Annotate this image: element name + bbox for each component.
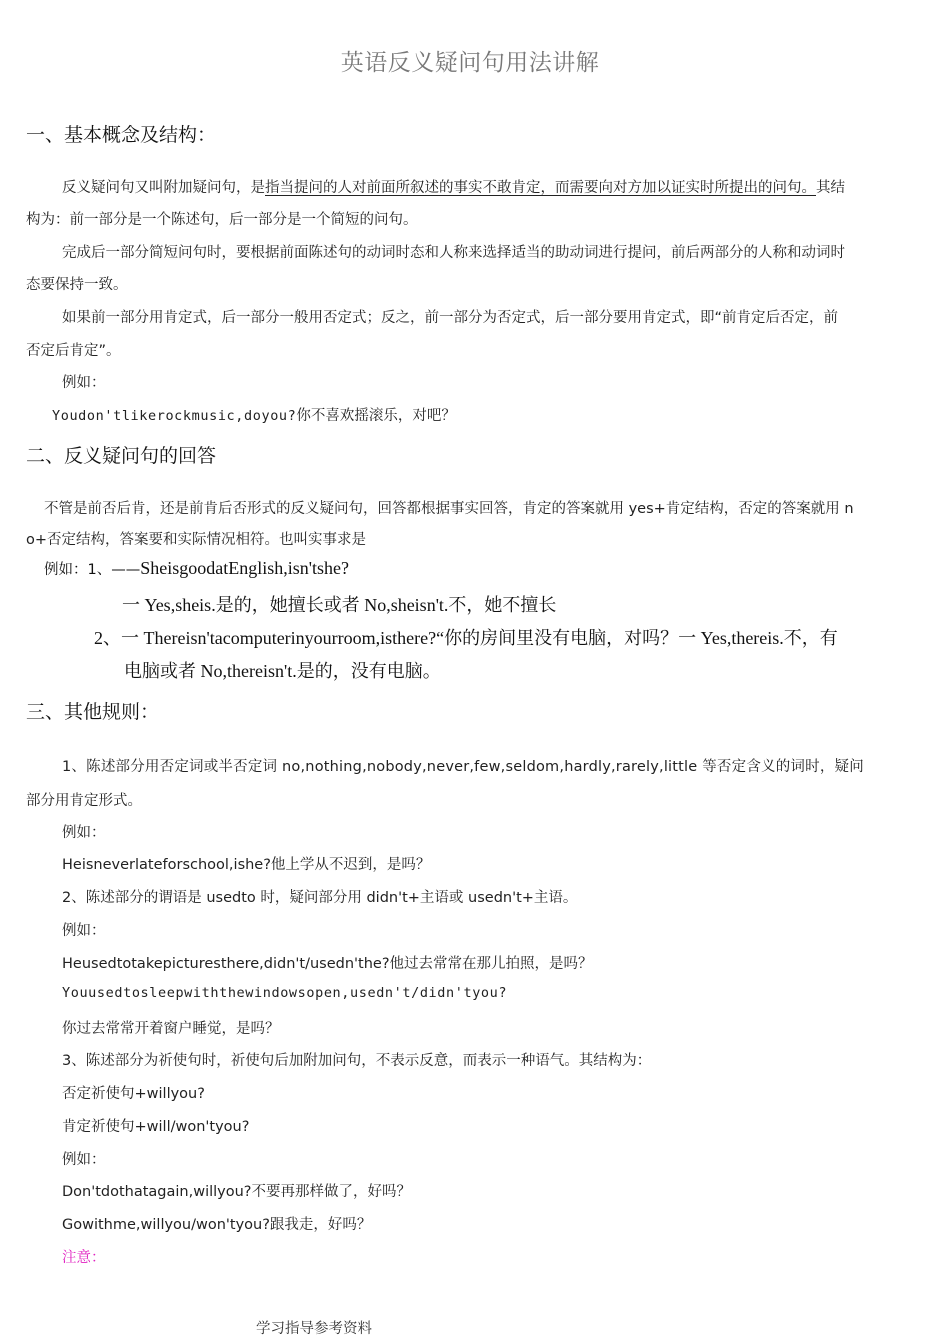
s3-rule-3-negative-structure: 否定祈使句+willyou? (62, 1086, 205, 1102)
s3-rule-2-example-label: 例如： (62, 923, 106, 939)
s3-rule-2-example-2-english: Youusedtosleepwiththewindowsopen,usedn't/didn'tyou? (62, 985, 508, 1001)
s3-rule-1-example: Heisneverlateforschool,ishe?他上学从不迟到，是吗？ (62, 857, 431, 873)
s1-p1-underlined-definition: 指当提问的人对前面所叙述的事实不敢肯定，而需要向对方加以证实时所提出的问句。 (265, 180, 816, 196)
s1-example-chinese: 你不喜欢摇滚乐，对吧？ (296, 408, 456, 424)
s2-example-1-answer: 一 Yes,sheis.是的，她擅长或者 No,sheisn't.不，她不擅长 (122, 595, 557, 615)
section-heading-basic-concept: 一、基本概念及结构： (26, 124, 217, 146)
s2-example-1-question: SheisgoodatEnglish,isn'tshe? (140, 558, 349, 578)
s1-p1-text-b: 其结 (816, 180, 845, 196)
s1-example-english: Youdon'tlikerockmusic,doyou? (52, 408, 297, 424)
s1-paragraph-3-line-2: 否定后肯定”。 (26, 343, 121, 359)
s1-paragraph-1-line-2: 构为：前一部分是一个陈述句，后一部分是一个简短的问句。 (26, 212, 418, 228)
s1-p1-text-a: 反义疑问句又叫附加疑问句，是 (62, 180, 265, 196)
s1-paragraph-1-line-1 (62, 176, 845, 197)
s1-paragraph-3-line-1: 如果前一部分用肯定式，后一部分一般用否定式；反之，前一部分为否定式，后一部分要用肯定式，即“前肯定后否定，前 (62, 310, 839, 326)
s3-rule-3-positive-structure: 肯定祈使句+will/won'tyou? (62, 1119, 250, 1135)
s1-example-line (52, 404, 456, 425)
s3-rule-1-line-1: 1、陈述部分用否定词或半否定词 no,nothing,nobody,never,few,seldom,hardly,rarely,little 等否定含义的词时，疑问 (62, 759, 864, 775)
s3-rule-2-example-2-chinese: 你过去常常开着窗户睡觉，是吗？ (62, 1021, 280, 1037)
s1-example-label: 例如： (62, 375, 106, 391)
s2-example-2-line-2: 电脑或者 No,thereisn't.是的，没有电脑。 (124, 661, 441, 681)
s3-rule-2: 2、陈述部分的谓语是 usedto 时，疑问部分用 didn't+主语或 usedn't+主语。 (62, 890, 578, 906)
s2-example-1 (44, 558, 349, 579)
s3-rule-1-example-label: 例如： (62, 825, 106, 841)
s3-rule-3-example-label: 例如： (62, 1152, 106, 1168)
s3-rule-1-line-2: 部分用肯定形式。 (26, 793, 142, 809)
page-title: 英语反义疑问句用法讲解 (340, 50, 600, 76)
s3-rule-2-example-1: Heusedtotakepicturesthere,didn't/usedn'the?他过去常常在那儿拍照，是吗？ (62, 956, 593, 972)
page-footer: 学习指导参考资料 (256, 1321, 372, 1337)
s3-rule-3: 3、陈述部分为祈使句时，祈使句后加附加问句，不表示反意，而表示一种语气。其结构为： (62, 1053, 652, 1069)
s3-rule-3-example-1: Don'tdothatagain,willyou?不要再那样做了，好吗？ (62, 1184, 412, 1200)
s1-paragraph-2-line-2: 态要保持一致。 (26, 277, 128, 293)
s2-example-1-prefix: 例如：1、—— (44, 562, 141, 578)
s3-note-label: 注意： (62, 1250, 106, 1266)
s3-rule-3-example-2: Gowithme,willyou/won'tyou?跟我走，好吗？ (62, 1217, 372, 1233)
section-heading-other-rules: 三、其他规则： (26, 701, 160, 723)
section-heading-answers: 二、反义疑问句的回答 (26, 445, 217, 467)
s2-paragraph-line-2: o+否定结构，答案要和实际情况相符。也叫实事求是 (26, 532, 367, 548)
s2-example-2-line-1: 2、一 Thereisn'tacomputerinyourroom,isthere?“你的房间里没有电脑，对吗？一 Yes,thereis.不，有 (94, 628, 838, 648)
s1-paragraph-2-line-1: 完成后一部分简短问句时，要根据前面陈述句的动词时态和人称来选择适当的助动词进行提问，前后两部分的人称和动词时 (62, 245, 845, 261)
s2-paragraph-line-1: 不管是前否后肯，还是前肯后否形式的反义疑问句，回答都根据事实回答，肯定的答案就用 yes+肯定结构，否定的答案就用 n (44, 501, 854, 517)
